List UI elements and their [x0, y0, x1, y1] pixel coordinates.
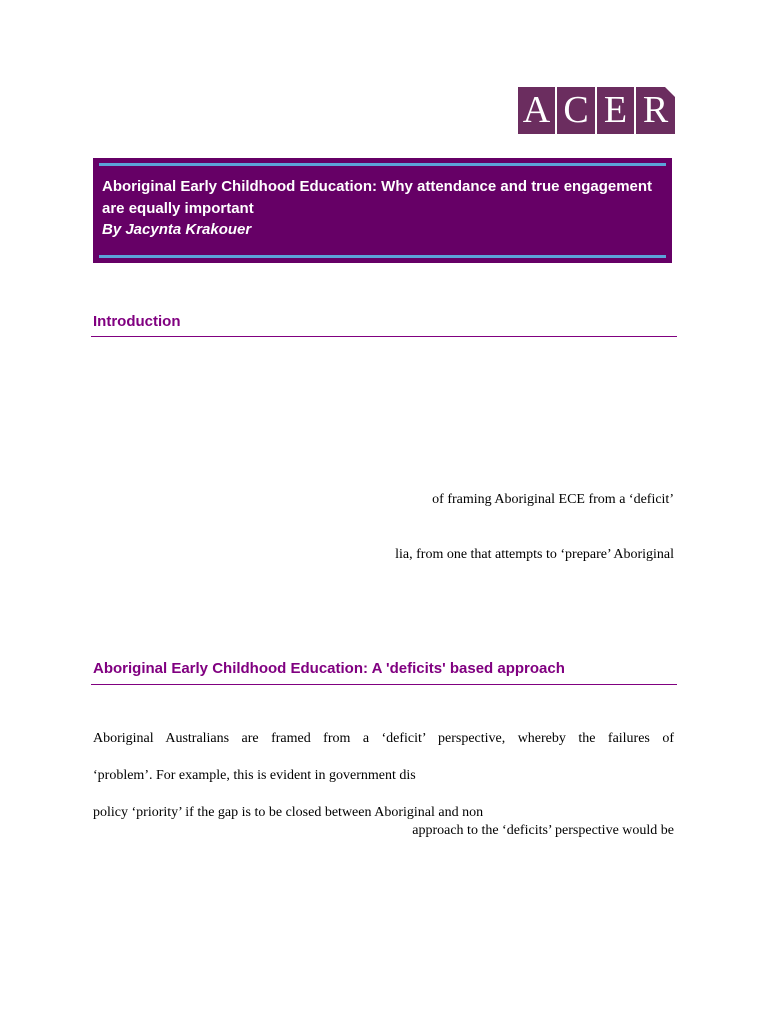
logo-letter: A	[518, 87, 555, 134]
logo-letter: R	[636, 87, 675, 134]
introduction-heading-rule	[91, 336, 677, 337]
document-title: Aboriginal Early Childhood Education: Why attendance and true engagement are equally important	[102, 178, 653, 217]
introduction-line: lia, from one that attempts to ‘prepare’ Aboriginal	[395, 547, 674, 562]
deficits-section-heading-rule	[91, 684, 677, 685]
banner-top-rule	[99, 163, 666, 166]
introduction-line: of framing Aboriginal ECE from a ‘deficit’	[432, 492, 674, 507]
deficits-section-heading: Aboriginal Early Childhood Education: A 'deficits' based approach	[93, 660, 565, 677]
banner-bottom-rule	[99, 255, 666, 258]
deficits-paragraph-line: policy ‘priority’ if the gap is to be closed between Aboriginal and non	[93, 805, 484, 820]
title-banner	[93, 158, 672, 263]
introduction-heading: Introduction	[93, 313, 181, 330]
acer-logo	[518, 87, 675, 134]
logo-letter: C	[557, 87, 595, 134]
deficits-paragraph-line: approach to the ‘deficits’ perspective would be	[412, 823, 674, 838]
deficits-paragraph-line: Aboriginal Australians are framed from a ‘deficit’ perspective, whereby the failures of	[93, 731, 674, 746]
logo-letter: E	[597, 87, 634, 134]
deficits-paragraph-line: ‘problem’. For example, this is evident in government dis	[93, 768, 416, 783]
document-author: By Jacynta Krakouer	[102, 221, 252, 238]
logo-corner-fold	[665, 87, 675, 97]
